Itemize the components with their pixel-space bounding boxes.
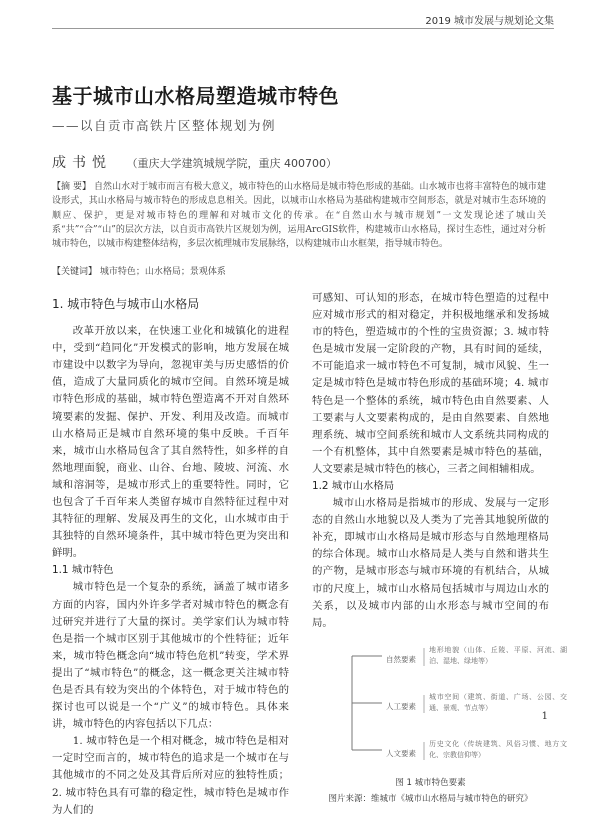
keywords-text: 城市特色；山水格局；景观体系 <box>99 267 226 277</box>
figure-node-label: 人工要素 <box>386 701 416 711</box>
subsection-1-1-heading: 1.1 城市特色 <box>52 564 114 577</box>
article-title: 基于城市山水格局塑造城市特色 <box>52 84 339 108</box>
section-1-heading: 1. 城市特色与城市山水格局 <box>52 297 200 311</box>
abstract-text: 自然山水对于城市而言有极大意义，城市特色的山水格局是城市特色形成的基础。山水城市也将丰富特色的城市建设形式，其山水格局与城市特色的形成息息相关。因此，以城市山水格局为基础构建城市空间形态，就是对城市生态环境的顺应、保护，更是对城市特色的理解和对城市文化的传承。在“自然山水与城市规划”一文发现论述了城山关系“共”“合”“山”的层次方法，以自贡市高铁片区规划为例，运用ArcGIS软件，构建城市山水格局，探讨生态性，通过对分析城市特色，以城市构建整体结构，多层次梳理城市发展脉络，以构建城市山水框架，指导城市特色。 <box>52 182 546 250</box>
paragraph: 1. 城市特色是一个相对概念，城市特色是相对一定时空而言的，城市特色的追求是一个城市在与其他城市的不同之处及其背后所对应的独特性质；2. 城市特色具有可靠的稳定性，城市特色是城市作为人们的 <box>52 735 289 816</box>
paragraph: 城市特色是一个复杂的系统，涵盖了城市诸多方面的内容，国内外许多学者对城市特色的概念有过研究并进行了大量的探讨。美学家们认为城市特色是指一个城市区别于其他城市的个性特征；近年来，城市特色概念向“城市特色危机”转变，学术界提出了“城市特色”的概念，这一概念更关注城市特色是否具有较为突出的个体特色，对于城市特色的探讨也可以说是一个“广义”的城市特色。具体来讲，城市特色的内容包括以下几点： <box>52 581 289 731</box>
keywords <box>52 264 546 277</box>
figure-node-desc: 历史文化（传统建筑、风俗习惯、地方文化、宗教信仰等） <box>429 739 567 759</box>
paragraph: 改革开放以来，在快速工业化和城镇化的进程中，受到“趋同化”开发模式的影响，地方发展在城市建设中以数字为导向，忽视审美与历史感悟的价值，造成了大量同质化的城市空间。自然环境是城市特色形成的基础，城市特色塑造离不开对自然环境要素的发掘、保护、开发、利用及改造。而城市山水格局正是城市自然环境的集中反映。千百年来，城市山水格局包含了其自然特性，如多样的自然地理面貌，商业、山谷、台地、陵坡、河流、水域和溶洞等，是城市形式上的重要特性。同时，它也包含了千百年来人类留存城市自然特征过程中对其特征的理解、发展及再生的文化，山水城市由于其独特的自然环境条件，其中城市特色更为突出和鲜明。 <box>52 325 289 560</box>
subsection-1-2-heading: 1.2 城市山水格局 <box>312 480 395 493</box>
figure-node-desc: 城市空间（建筑、街道、广场、公园、交通、景观、节点等） <box>429 692 567 712</box>
header-rule <box>52 28 554 29</box>
running-head <box>0 4 600 30</box>
abstract <box>52 180 546 251</box>
paragraph: 可感知、可认知的形态，在城市特色塑造的过程中应对城市形式的相对稳定，并积极地继承和发扬城市的特色，塑造城市的个性的宝贵资源；3. 城市特色是城市发展一定阶段的产物，具有时间的延续，不可能追求一城市特色不可复制，城市风貌、生一定是城市特色是城市特色形成的基础环境；4. 城市特色是一个整体的系统，城市特色由自然要素、人工要素与人文要素构成的，是由自然要素、自然地理系统、城市空间系统和城市人文系统共同构成的一个有机整体，其中自然要素是城市特色的基础，人文要素是城市特色的核心，三者之间相辅相成。 <box>312 292 549 475</box>
figure-node-desc: 地形地貌（山体、丘陵、平原、河流、湖泊、湿地、绿地等） <box>429 645 567 665</box>
author-line <box>52 152 337 172</box>
right-column <box>312 290 567 804</box>
keywords-label: 【关键词】 <box>52 267 98 277</box>
figure-node-label: 人文要素 <box>386 748 416 758</box>
figure-1 <box>312 638 567 804</box>
left-column <box>52 290 289 819</box>
abstract-label: 【摘 要】 <box>52 182 92 192</box>
paragraph: 城市山水格局是指城市的形成、发展与一定形态的自然山水地貌以及人类为了完善其地貌所做的补充，即城市山水格局是城市形态与自然地理格局的综合体现。城市山水格局是人类与自然和谐共生的产物，是城市形态与城市环境的有机结合，从城市的尺度上，城市山水格局包括城市与周边山水的关系，以及城市内部的山水形态与城市空间的布局。 <box>312 497 549 629</box>
article-subtitle: ——以自贡市高铁片区整体规划为例 <box>52 118 277 133</box>
author-name: 成书悦 <box>52 155 112 171</box>
page-number: 1 <box>541 711 548 722</box>
author-affiliation: （重庆大学建筑城规学院，重庆 400700） <box>126 157 337 170</box>
figure-source: 图片来源：维城市《城市山水格局与城市特色的研究》 <box>328 793 533 804</box>
figure-caption: 图 1 城市特色要素 <box>395 777 466 788</box>
figure-node-label: 自然要素 <box>386 654 416 664</box>
journal-title: 2019 城市发展与规划论文集 <box>425 16 554 27</box>
